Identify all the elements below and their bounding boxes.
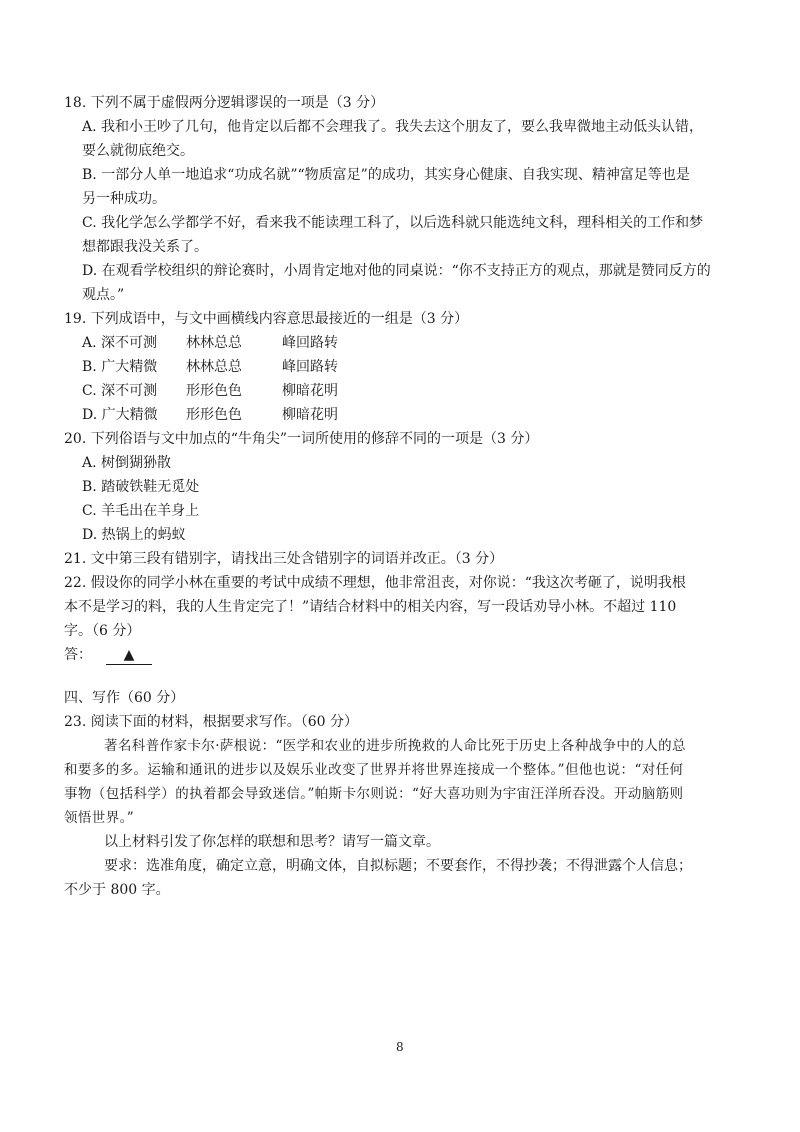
q19-option-d-2: 形形色色 xyxy=(186,407,242,423)
q19-option-d-3: 柳暗花明 xyxy=(282,407,338,423)
q19-option-b-1: B. 广大精微 xyxy=(82,359,158,375)
q19-stem: 19. 下列成语中，与文中画横线内容意思最接近的一组是（3 分） xyxy=(64,311,469,327)
q19-option-a-2: 林林总总 xyxy=(186,335,242,351)
q19-option-c-2: 形形色色 xyxy=(186,383,242,399)
q20-option-a: A. 树倒猢狲散 xyxy=(82,455,172,471)
q19-option-b-2: 林林总总 xyxy=(186,359,242,375)
q23-material-line-1: 著名科普作家卡尔·萨根说：“医学和农业的进步所挽救的人命比死于历史上各种战争中的人的总 xyxy=(104,738,686,754)
q20-option-c: C. 羊毛出在羊身上 xyxy=(82,503,200,519)
section-title-writing: 四、写作（60 分） xyxy=(64,690,185,706)
q19-option-a-3: 峰回路转 xyxy=(282,335,338,351)
q23-material-line-4: 领悟世界。” xyxy=(64,810,135,826)
q20-stem: 20. 下列俗语与文中加点的“牛角尖”一词所使用的修辞不同的一项是（3 分） xyxy=(64,431,539,447)
q18-option-b-cont: 另一种成功。 xyxy=(82,191,166,207)
q19-option-c-1: C. 深不可测 xyxy=(82,383,158,399)
q18-option-b: B. 一部分人单一地追求“功成名就”“物质富足”的成功，其实身心健康、自我实现、精神富足等也是 xyxy=(82,167,690,183)
q23-prompt: 以上材料引发了你怎样的联想和思考？请写一篇文章。 xyxy=(104,834,440,850)
page-number: 8 xyxy=(396,1040,404,1054)
q18-option-a: A. 我和小王吵了几句，他肯定以后都不会理我了。我失去这个朋友了，要么我卑微地主动低头认错， xyxy=(82,119,704,135)
q22-line-2: 本不是学习的料，我的人生肯定完了！”请结合材料中的相关内容，写一段话劝导小林。不超过 110 xyxy=(64,599,677,615)
q18-option-c-cont: 想都跟我没关系了。 xyxy=(82,239,208,255)
q18-option-d-cont: 观点。” xyxy=(82,287,125,303)
q22-line-1: 22. 假设你的同学小林在重要的考试中成绩不理想，他非常沮丧，对你说：“我这次考砸了，说明我根 xyxy=(64,575,686,591)
q23-stem: 23. 阅读下面的材料，根据要求写作。（60 分） xyxy=(64,714,358,730)
q23-material-line-3: 事物（包括科学）的执着都会导致迷信。”帕斯卡尔则说：“好大喜功则为宇宙汪洋所吞没。开动脑筋则 xyxy=(64,786,684,802)
answer-label: 答： xyxy=(64,647,92,663)
q18-stem: 18. 下列不属于虚假两分逻辑谬误的一项是（3 分） xyxy=(64,95,385,111)
answer-blank-triangle-icon: ▲ xyxy=(106,646,152,665)
q23-material-line-2: 和要多的多。运输和通讯的进步以及娱乐业改变了世界并将世界连接成一个整体。”但他也说：“对任何 xyxy=(64,762,684,778)
q23-requirements: 要求：选准角度，确定立意，明确文体，自拟标题；不要套作，不得抄袭；不得泄露个人信息； xyxy=(104,858,692,874)
q19-option-a-1: A. 深不可测 xyxy=(82,335,158,351)
q22-answer xyxy=(64,645,152,665)
q20-option-b: B. 踏破铁鞋无觅处 xyxy=(82,479,200,495)
q20-option-d: D. 热锅上的蚂蚁 xyxy=(82,527,186,543)
q21-stem: 21. 文中第三段有错别字，请找出三处含错别字的词语并改正。（3 分） xyxy=(64,551,504,567)
q18-option-c: C. 我化学怎么学都学不好，看来我不能读理工科了，以后选科就只能选纯文科，理科相关的工作和梦 xyxy=(82,215,704,231)
q18-option-d: D. 在观看学校组织的辩论赛时，小周肯定地对他的同桌说：“你不支持正方的观点，那就是赞同反方的 xyxy=(82,263,711,279)
q19-option-b-3: 峰回路转 xyxy=(282,359,338,375)
q18-option-a-cont: 要么就彻底绝交。 xyxy=(82,143,194,159)
q23-requirements-cont: 不少于 800 字。 xyxy=(64,882,170,898)
q22-line-3: 字。（6 分） xyxy=(64,623,141,639)
q19-option-d-1: D. 广大精微 xyxy=(82,407,158,423)
q19-option-c-3: 柳暗花明 xyxy=(282,383,338,399)
